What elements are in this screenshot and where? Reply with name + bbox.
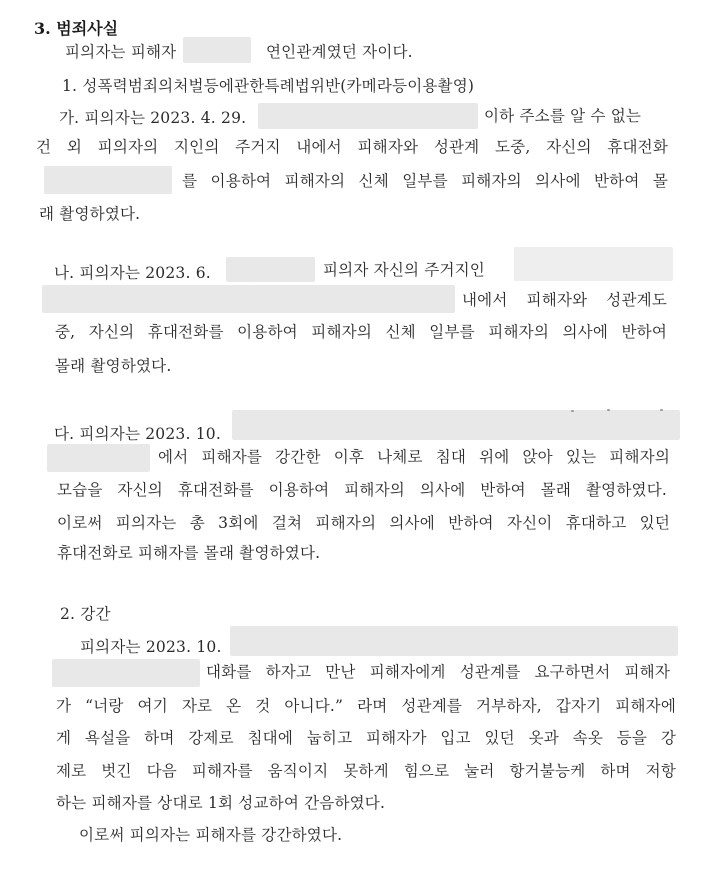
redaction-box [248, 285, 455, 313]
charge1-na-line1a: 나. 피의자는 2023. 6. [54, 264, 211, 282]
charge2-line1: 피의자는 2023. 10. [80, 638, 222, 656]
scan-speck [571, 410, 574, 412]
charge1-ga-line2: 건 외 피의자의 지인의 주거지 내에서 피해자와 성관계 도중, 자신의 휴대전화 [36, 138, 668, 156]
charge1-na-line3: 중, 자신의 휴대전화를 이용하여 피해자의 신체 일부를 피해자의 의사에 반하여 [55, 323, 667, 341]
charge1-na-line1b: 피의자 자신의 주거지인 [323, 261, 485, 279]
charge1-da-line5: 휴대전화로 피해자를 몰래 촬영하였다. [57, 544, 321, 562]
redaction-box [226, 257, 315, 282]
charge1-da-line1: 다. 피의자는 2023. 10. [54, 425, 221, 443]
charge1-ga-line1a: 가. 피의자는 2023. 4. 29. [59, 109, 247, 127]
redaction-box [42, 285, 250, 313]
charge2-line4: 게 욕설을 하며 강제로 침대에 눕히고 피해자가 입고 있던 옷과 속옷 등을 강 [56, 729, 676, 747]
redaction-box [230, 626, 678, 656]
redaction-box [232, 410, 680, 440]
redaction-box [47, 444, 150, 472]
charge1-ga-line3: 를 이용하여 피해자의 신체 일부를 피해자의 의사에 반하여 몰 [182, 172, 668, 190]
charge2-line3: 가 “너랑 여기 자로 온 것 아니다.” 라며 성관계를 거부하자, 갑자기 피해자에 [56, 697, 676, 715]
redaction-box [44, 166, 172, 194]
redaction-box [258, 103, 478, 129]
charge2-line5: 제로 벗긴 다음 피해자를 움직이지 못하게 힘으로 눌러 항거불능케 하며 저항 [56, 762, 676, 780]
redaction-box [52, 659, 200, 687]
charge1-da-line3: 모습을 자신의 휴대전화를 이용하여 피해자의 의사에 반하여 몰래 촬영하였다. [57, 481, 667, 499]
charge1-da-line2: 에서 피해자를 강간한 이후 나체로 침대 위에 앉아 있는 피해자의 [158, 448, 670, 466]
section-title: 3. 범죄사실 [34, 19, 119, 38]
charge1-ga-line1b: 이하 주소를 알 수 없는 [484, 107, 642, 125]
scan-speck [660, 409, 663, 411]
charge1-da-line4: 이로써 피의자는 총 3회에 걸쳐 피해자의 의사에 반하여 자신이 휴대하고 있던 [57, 514, 670, 532]
charge2-line6: 하는 피해자를 상대로 1회 성교하여 간음하였다. [56, 794, 386, 812]
scan-speck [607, 409, 610, 411]
charge1-na-line2: 내에서 피해자와 성관계도 [462, 291, 667, 309]
redaction-box [514, 247, 673, 281]
charge1-na-line4: 몰래 촬영하였다. [55, 357, 172, 375]
intro-text-before: 피의자는 피해자 [65, 43, 177, 61]
charge2-line2: 대화를 하자고 만난 피해자에게 성관계를 요구하면서 피해자 [206, 663, 670, 681]
intro-text-after: 연인관계였던 자이다. [266, 43, 413, 61]
charge2-heading: 2. 강간 [60, 605, 111, 623]
charge2-line7: 이로써 피의자는 피해자를 강간하였다. [79, 826, 343, 844]
charge1-ga-line4: 래 촬영하였다. [39, 205, 141, 223]
charge1-heading: 1. 성폭력범죄의처벌등에관한특례법위반(카메라등이용촬영) [62, 77, 475, 95]
redaction-box [183, 37, 251, 63]
